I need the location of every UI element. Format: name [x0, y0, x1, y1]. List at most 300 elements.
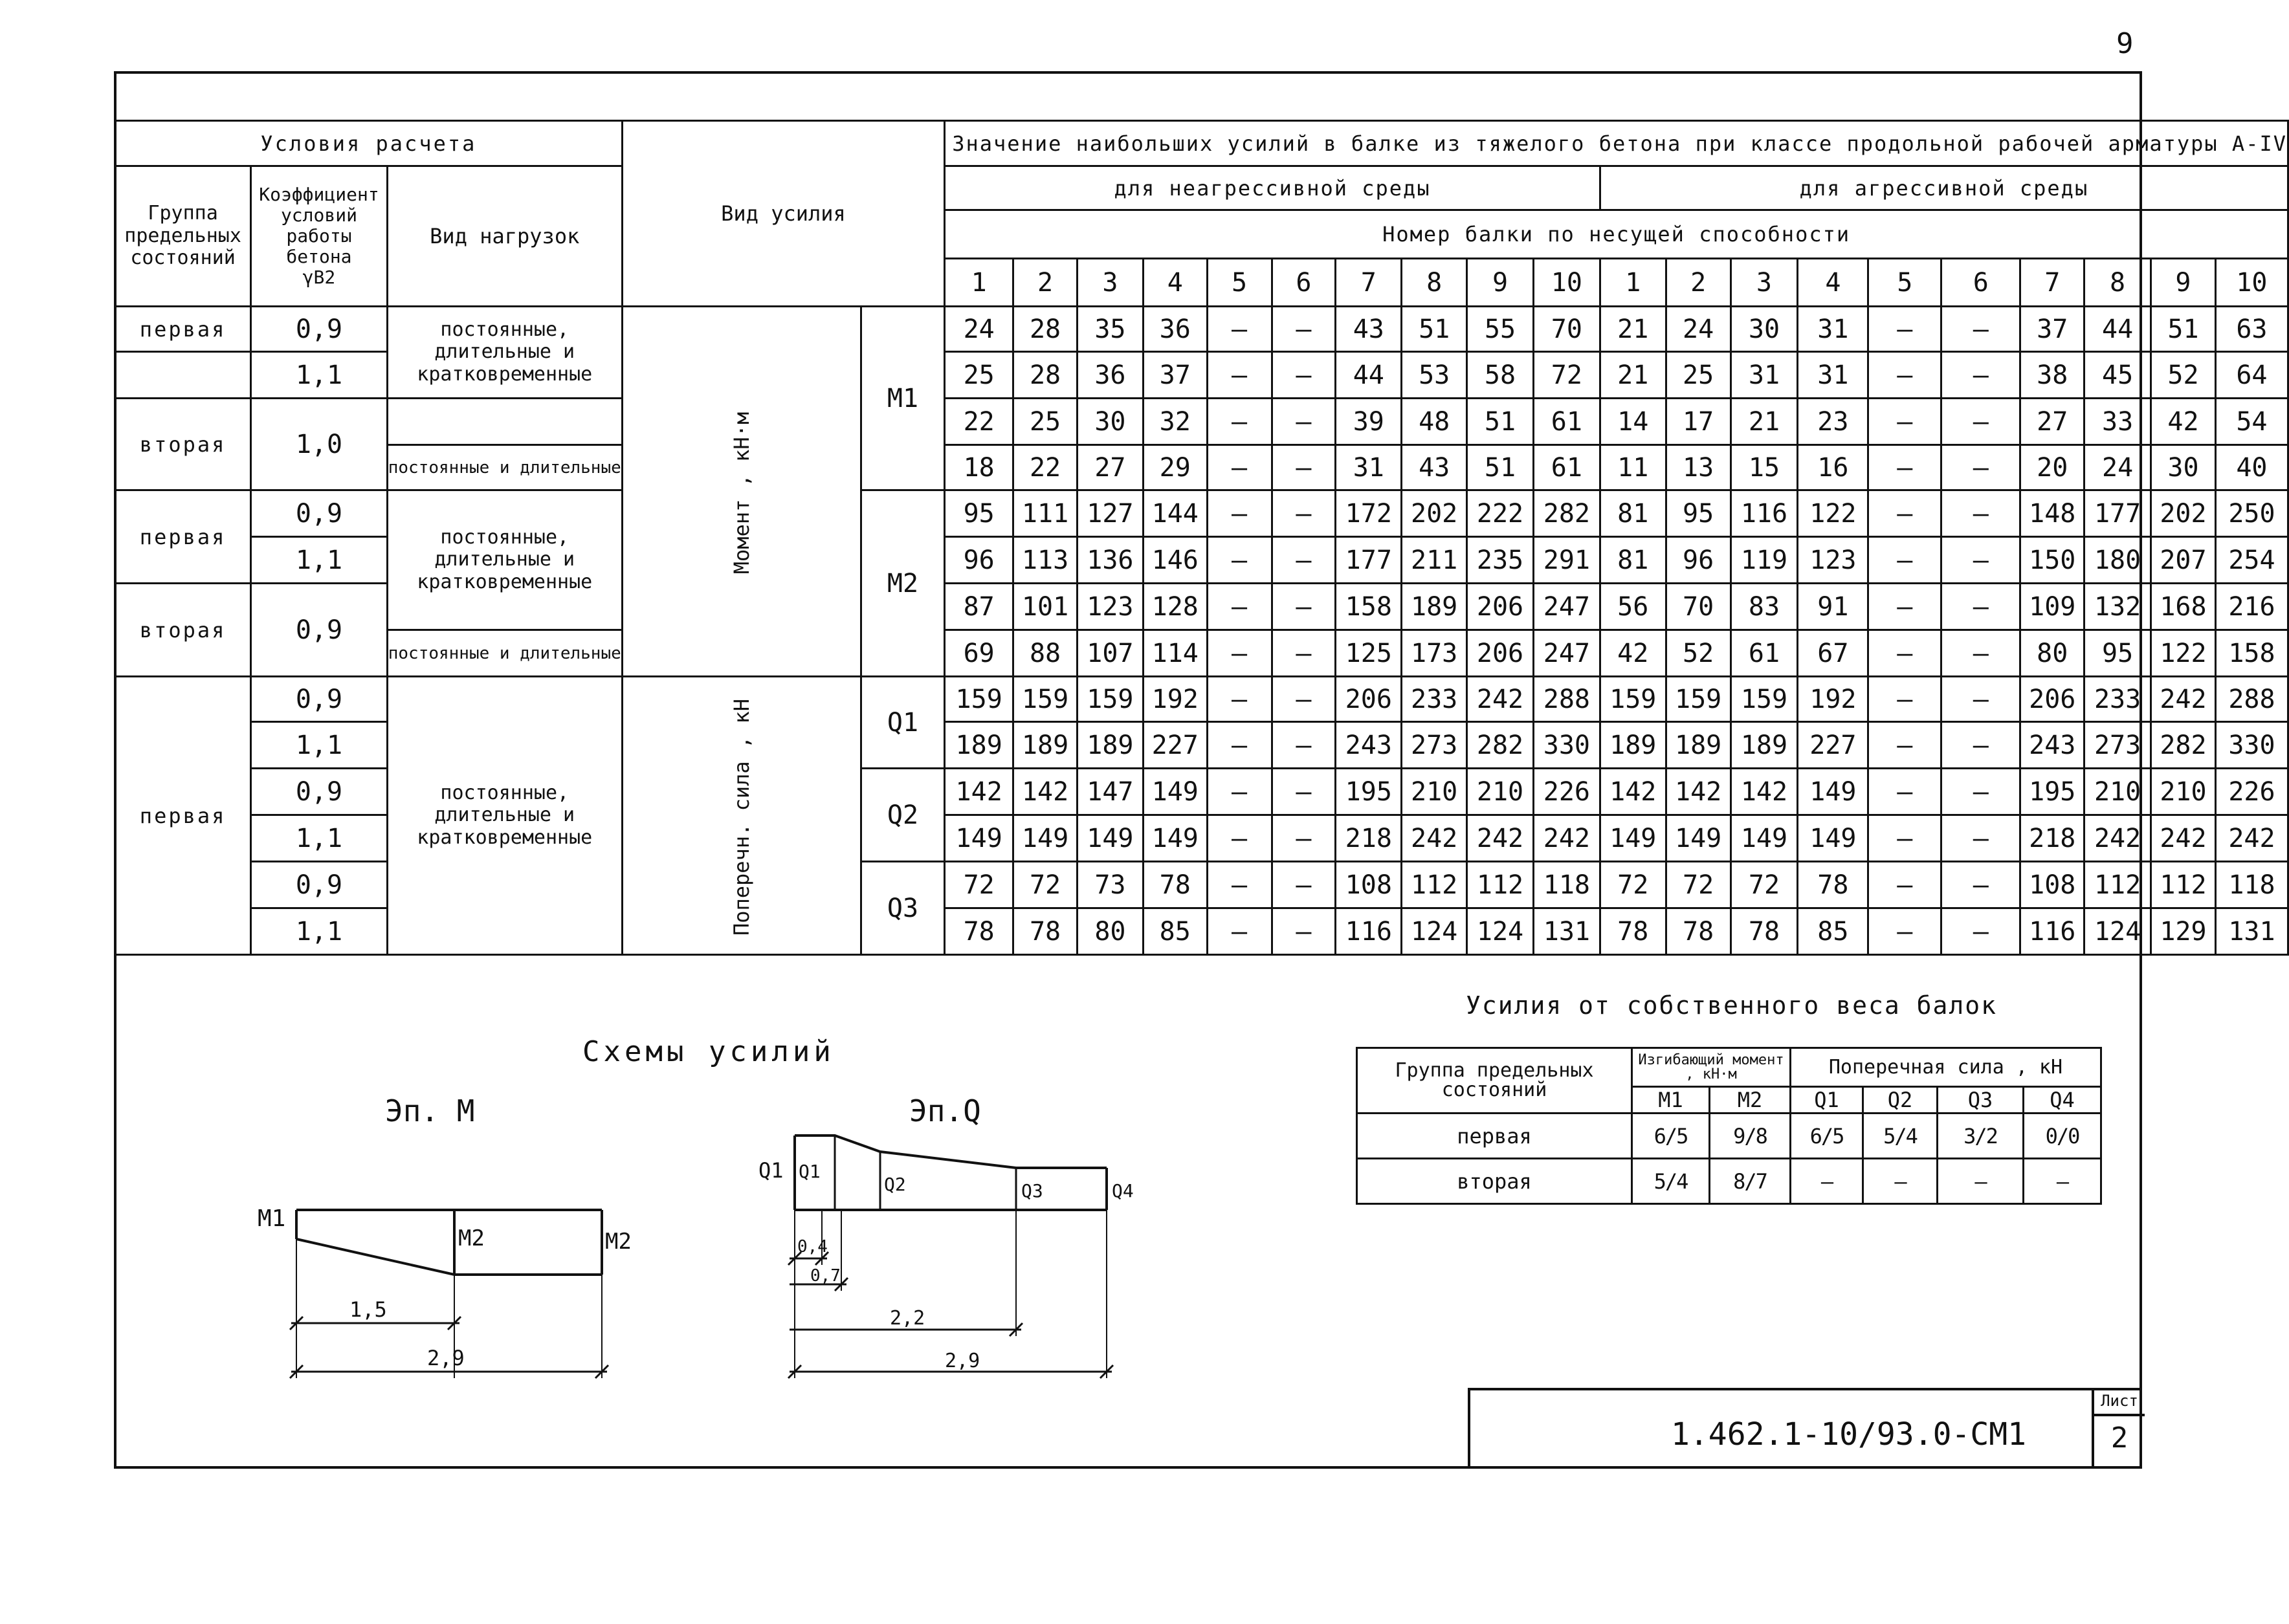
cell: — [1207, 352, 1272, 399]
cell: 177 [2084, 490, 2151, 537]
cell: 95 [1666, 490, 1731, 537]
cell: — [1941, 908, 2020, 955]
table-row [115, 307, 2288, 352]
ep-q-label: Эп.Q [909, 1093, 981, 1128]
cell: 73 [1077, 862, 1143, 908]
cell: 172 [1336, 490, 1402, 537]
cell: 61 [1533, 445, 1600, 490]
cell: 30 [1077, 399, 1143, 445]
cell: 195 [1336, 769, 1402, 815]
force-type-header: Вид усилия [622, 121, 944, 307]
cell: 159 [1600, 677, 1666, 722]
cell: 72 [1533, 352, 1600, 399]
q2-label: Q2 [884, 1174, 906, 1195]
cell: 67 [1798, 630, 1868, 677]
cell: 96 [1666, 537, 1731, 584]
cell: 87 [945, 584, 1013, 630]
cell: — [1868, 815, 1941, 862]
cell: 83 [1731, 584, 1798, 630]
cell: 150 [2020, 537, 2084, 584]
cell: 22 [945, 399, 1013, 445]
cell: — [1868, 908, 1941, 955]
cell: 111 [1013, 490, 1078, 537]
own-weight-title: Усилия от собственного веса балок [1466, 991, 1997, 1020]
cell: 29 [1143, 445, 1207, 490]
cell: 226 [1533, 769, 1600, 815]
cell: 96 [945, 537, 1013, 584]
cell: 108 [1336, 862, 1402, 908]
cell: — [1868, 584, 1941, 630]
cell: — [1207, 630, 1272, 677]
cell: 202 [1402, 490, 1467, 537]
cell: 21 [1731, 399, 1798, 445]
cell: 189 [1731, 722, 1798, 769]
cell: 159 [945, 677, 1013, 722]
coef-cell: 1,0 [251, 399, 388, 490]
cell: — [1868, 445, 1941, 490]
cell: 44 [1336, 352, 1402, 399]
beam-number: 4 [1798, 259, 1868, 307]
m-dim-2-label: 2,9 [427, 1346, 465, 1370]
cell: 149 [945, 815, 1013, 862]
cell: 78 [1143, 862, 1207, 908]
cell: 95 [2084, 630, 2151, 677]
main-values-table [114, 120, 2289, 956]
cell: 142 [1666, 769, 1731, 815]
cell: 95 [945, 490, 1013, 537]
cell: 210 [2084, 769, 2151, 815]
cell: 116 [2020, 908, 2084, 955]
own-cell: 5/4 [1632, 1159, 1710, 1204]
own-cell: 5/4 [1863, 1114, 1938, 1159]
beam-number: 9 [1467, 259, 1534, 307]
cell: — [1207, 677, 1272, 722]
cell: 13 [1666, 445, 1731, 490]
q-dim-2-label: 0,7 [810, 1266, 841, 1286]
cell: 31 [1731, 352, 1798, 399]
own-row [1357, 1114, 2101, 1159]
group-header: Группа предельных состояний [115, 166, 251, 307]
cell: 210 [1402, 769, 1467, 815]
cell: 56 [1600, 584, 1666, 630]
cell: 51 [1467, 445, 1534, 490]
cell: — [1272, 399, 1336, 445]
group-first-1: первая [115, 307, 251, 352]
cell: 192 [1143, 677, 1207, 722]
cell: — [1941, 445, 2020, 490]
q4-label: Q4 [1112, 1180, 1134, 1202]
beam-number: 6 [1941, 259, 2020, 307]
cell: — [1272, 537, 1336, 584]
own-row [1357, 1159, 2101, 1204]
cell: 288 [1533, 677, 1600, 722]
cell: 202 [2151, 490, 2216, 537]
cell: 146 [1143, 537, 1207, 584]
cell: 118 [2215, 862, 2288, 908]
load-cell-1-cont [387, 399, 622, 445]
beam-number: 1 [945, 259, 1013, 307]
cell: 72 [1666, 862, 1731, 908]
sheet-number: 2 [2110, 1421, 2129, 1454]
cell: 33 [2084, 399, 2151, 445]
cell: 242 [2151, 815, 2216, 862]
cell: 55 [1467, 307, 1534, 352]
cell: 149 [1143, 815, 1207, 862]
cell: — [1941, 722, 2020, 769]
sheet-label: Лист [2094, 1388, 2145, 1416]
env-nonaggr-header: для неагрессивной среды [945, 166, 1600, 210]
cell: 168 [2151, 584, 2216, 630]
cell: 227 [1143, 722, 1207, 769]
cell: 127 [1077, 490, 1143, 537]
cell: 158 [2215, 630, 2288, 677]
cell: 78 [945, 908, 1013, 955]
cell: 112 [1467, 862, 1534, 908]
group-second-1: вторая [115, 399, 251, 490]
cell: — [1272, 352, 1336, 399]
cell: — [1868, 630, 1941, 677]
load-cell-4: постоянные и длительные [387, 630, 622, 677]
beam-number: 10 [2215, 259, 2288, 307]
cell: 70 [1666, 584, 1731, 630]
coef-cell: 1,1 [251, 815, 388, 862]
load-cell-2: постоянные и длительные [387, 445, 622, 490]
own-row-label: первая [1357, 1114, 1632, 1159]
cell: 25 [1013, 399, 1078, 445]
force-m1: M1 [861, 307, 944, 490]
cell: 54 [2215, 399, 2288, 445]
coef-cell: 0,9 [251, 307, 388, 352]
cell: 242 [1467, 815, 1534, 862]
cell: 114 [1143, 630, 1207, 677]
cell: 31 [1798, 352, 1868, 399]
load-cell-5: постоянные, длительные и кратковременные [387, 677, 622, 955]
own-cell: — [2024, 1159, 2101, 1204]
cell: 189 [1077, 722, 1143, 769]
q-dim-3-label: 2,2 [890, 1307, 925, 1330]
cell: 124 [1467, 908, 1534, 955]
cell: — [1207, 908, 1272, 955]
cell: 129 [2151, 908, 2216, 955]
cell: — [1941, 630, 2020, 677]
cell: 226 [2215, 769, 2288, 815]
own-cell: 9/8 [1710, 1114, 1791, 1159]
cell: — [1941, 815, 2020, 862]
cell: 119 [1731, 537, 1798, 584]
cell: 207 [2151, 537, 2216, 584]
cell: 173 [1402, 630, 1467, 677]
table-row [115, 490, 2288, 537]
cell: 28 [1013, 307, 1078, 352]
cell: 242 [1467, 677, 1534, 722]
cell: 31 [1798, 307, 1868, 352]
env-aggr-header: для агрессивной среды [1600, 166, 2288, 210]
cell: 195 [2020, 769, 2084, 815]
m-curve [296, 1239, 602, 1275]
cell: 149 [1731, 815, 1798, 862]
cell: 43 [1336, 307, 1402, 352]
beam-number: 9 [2151, 259, 2216, 307]
cell: 149 [1077, 815, 1143, 862]
cell: — [1272, 769, 1336, 815]
cell: 43 [1402, 445, 1467, 490]
cell: 109 [2020, 584, 2084, 630]
cell: 282 [1533, 490, 1600, 537]
coef-cell: 0,9 [251, 584, 388, 677]
beam-number: 5 [1868, 259, 1941, 307]
cell: 45 [2084, 352, 2151, 399]
cell: — [1868, 722, 1941, 769]
cell: 20 [2020, 445, 2084, 490]
cell: 149 [1013, 815, 1078, 862]
cell: 222 [1467, 490, 1534, 537]
own-cell: — [1791, 1159, 1863, 1204]
coef-cell: 1,1 [251, 352, 388, 399]
cell: 131 [1533, 908, 1600, 955]
cell: 122 [1798, 490, 1868, 537]
coef-header-text: Коэффициент условий работы бетона [259, 183, 379, 268]
cell: 149 [1143, 769, 1207, 815]
cell: 48 [1402, 399, 1467, 445]
own-cell: — [1863, 1159, 1938, 1204]
cell: 88 [1013, 630, 1078, 677]
beam-number: 4 [1143, 259, 1207, 307]
load-cell-1: постоянные, длительные и кратковременные [387, 307, 622, 399]
cell: 52 [2151, 352, 2216, 399]
own-cell: 6/5 [1632, 1114, 1710, 1159]
cell: 149 [1798, 769, 1868, 815]
values-title: Значение наибольших усилий в балке из тяжелого бетона при классе продольной рабочей арматуры А-IV [945, 121, 2288, 166]
table-row [115, 445, 2288, 490]
cell: 282 [1467, 722, 1534, 769]
cell: 72 [1013, 862, 1078, 908]
q1-out-label: Q1 [758, 1158, 784, 1183]
cell: 37 [2020, 307, 2084, 352]
cell: 35 [1077, 307, 1143, 352]
m2-label: M2 [458, 1225, 485, 1251]
cell: 27 [2020, 399, 2084, 445]
cell: 131 [2215, 908, 2288, 955]
m-dim-1-label: 1,5 [349, 1297, 387, 1322]
force-q2: Q2 [861, 769, 944, 862]
cell: 116 [1731, 490, 1798, 537]
cell: 210 [2151, 769, 2216, 815]
cell: 210 [1467, 769, 1534, 815]
cell: 180 [2084, 537, 2151, 584]
cell: 80 [2020, 630, 2084, 677]
cell: 142 [945, 769, 1013, 815]
beam-number: 7 [2020, 259, 2084, 307]
cell: 291 [1533, 537, 1600, 584]
cell: 58 [1467, 352, 1534, 399]
cell: 192 [1798, 677, 1868, 722]
cell: 149 [1798, 815, 1868, 862]
coef-header [251, 166, 388, 307]
cell: 243 [2020, 722, 2084, 769]
cell: 273 [1402, 722, 1467, 769]
cell: 247 [1533, 584, 1600, 630]
own-cell: — [1938, 1159, 2024, 1204]
cell: — [1207, 399, 1272, 445]
cell: — [1941, 537, 2020, 584]
cell: — [1272, 445, 1336, 490]
cell: 282 [2151, 722, 2216, 769]
cell: 112 [2084, 862, 2151, 908]
cell: 15 [1731, 445, 1798, 490]
cell: 233 [2084, 677, 2151, 722]
cell: 124 [2084, 908, 2151, 955]
cell: — [1868, 490, 1941, 537]
cell: 91 [1798, 584, 1868, 630]
table-row [115, 677, 2288, 722]
cell: 72 [1600, 862, 1666, 908]
cell: — [1941, 352, 2020, 399]
cell: 81 [1600, 490, 1666, 537]
cell: — [1941, 307, 2020, 352]
cell: 11 [1600, 445, 1666, 490]
cell: — [1272, 722, 1336, 769]
shear-axis [622, 677, 861, 955]
cell: 21 [1600, 352, 1666, 399]
cell: — [1207, 445, 1272, 490]
cell: 112 [1402, 862, 1467, 908]
own-row-label: вторая [1357, 1159, 1632, 1204]
table-row [115, 630, 2288, 677]
cell: — [1868, 352, 1941, 399]
cell: 44 [2084, 307, 2151, 352]
cell: 52 [1666, 630, 1731, 677]
coef-cell: 0,9 [251, 769, 388, 815]
cell: 38 [2020, 352, 2084, 399]
cell: 247 [1533, 630, 1600, 677]
group-second-2: вторая [115, 584, 251, 677]
cell: — [1868, 399, 1941, 445]
shear-diagram [757, 1123, 1145, 1385]
cell: 39 [1336, 399, 1402, 445]
cell: 148 [2020, 490, 2084, 537]
cell: 123 [1077, 584, 1143, 630]
cell: 288 [2215, 677, 2288, 722]
cell: — [1868, 307, 1941, 352]
cell: 233 [1402, 677, 1467, 722]
cell: 85 [1143, 908, 1207, 955]
document-code: 1.462.1-10/93.0-СМ1 [1671, 1416, 2027, 1453]
cell: 81 [1600, 537, 1666, 584]
own-weight-table [1356, 1047, 2102, 1205]
cell: 25 [1666, 352, 1731, 399]
cell: 250 [2215, 490, 2288, 537]
own-group-header: Группа предельных состояний [1357, 1048, 1632, 1114]
cell: — [1207, 307, 1272, 352]
cell: 51 [1402, 307, 1467, 352]
cell: 159 [1013, 677, 1078, 722]
cell: 142 [1600, 769, 1666, 815]
sheet-box [2092, 1388, 2145, 1469]
beam-number: 5 [1207, 259, 1272, 307]
cell: 78 [1600, 908, 1666, 955]
cell: 23 [1798, 399, 1868, 445]
q-dim-1-label: 0,4 [797, 1237, 828, 1256]
shear-axis-text: Поперечн. сила , кН [729, 698, 754, 936]
cell: 22 [1013, 445, 1078, 490]
cell: 159 [1077, 677, 1143, 722]
group-first-2: первая [115, 490, 251, 584]
cell: 32 [1143, 399, 1207, 445]
beam-number: 6 [1272, 259, 1336, 307]
cell: 72 [945, 862, 1013, 908]
cell: — [1207, 769, 1272, 815]
cell: 243 [1336, 722, 1402, 769]
cell: 53 [1402, 352, 1467, 399]
ep-m-label: Эп. М [385, 1093, 475, 1128]
cell: 70 [1533, 307, 1600, 352]
own-subcol: Q3 [1938, 1087, 2024, 1114]
cell: 78 [1731, 908, 1798, 955]
cell: 158 [1336, 584, 1402, 630]
cell: — [1868, 769, 1941, 815]
cell: 125 [1336, 630, 1402, 677]
q1-in-label: Q1 [799, 1161, 821, 1182]
cell: — [1941, 399, 2020, 445]
cell: 149 [1666, 815, 1731, 862]
coef-cell: 0,9 [251, 862, 388, 908]
beam-number: 3 [1077, 259, 1143, 307]
cell: 31 [1336, 445, 1402, 490]
cell: 78 [1798, 862, 1868, 908]
cell: 30 [1731, 307, 1798, 352]
moment-axis-text: Момент , кН·м [729, 411, 754, 574]
page-number: 9 [2116, 27, 2134, 60]
cell: 42 [2151, 399, 2216, 445]
coef-symbol: γB2 [302, 267, 336, 289]
cell: 124 [1402, 908, 1467, 955]
cell: 30 [2151, 445, 2216, 490]
cell: 273 [2084, 722, 2151, 769]
beam-number: 2 [1666, 259, 1731, 307]
cell: 51 [1467, 399, 1534, 445]
title-block [1468, 1388, 2142, 1469]
cell: 128 [1143, 584, 1207, 630]
q3-label: Q3 [1021, 1180, 1043, 1202]
cell: 28 [1013, 352, 1078, 399]
m2-end-label: M2 [605, 1229, 632, 1255]
cell: 61 [1533, 399, 1600, 445]
cell: 177 [1336, 537, 1402, 584]
own-cell: 6/5 [1791, 1114, 1863, 1159]
cell: 101 [1013, 584, 1078, 630]
own-cell: 0/0 [2024, 1114, 2101, 1159]
cell: 159 [1666, 677, 1731, 722]
cell: 189 [1402, 584, 1467, 630]
moment-diagram [252, 1191, 632, 1385]
cell: 123 [1798, 537, 1868, 584]
cell: 85 [1798, 908, 1868, 955]
own-subcol: Q4 [2024, 1087, 2101, 1114]
cell: — [1272, 908, 1336, 955]
cell: 40 [2215, 445, 2288, 490]
coef-cell: 0,9 [251, 677, 388, 722]
cell: 242 [2084, 815, 2151, 862]
cell: 24 [1666, 307, 1731, 352]
cell: 189 [945, 722, 1013, 769]
cell: 218 [2020, 815, 2084, 862]
cell: 64 [2215, 352, 2288, 399]
cell: 78 [1666, 908, 1731, 955]
cell: 63 [2215, 307, 2288, 352]
cell: 69 [945, 630, 1013, 677]
own-subcol: Q2 [1863, 1087, 1938, 1114]
m1-label: M1 [258, 1205, 286, 1232]
